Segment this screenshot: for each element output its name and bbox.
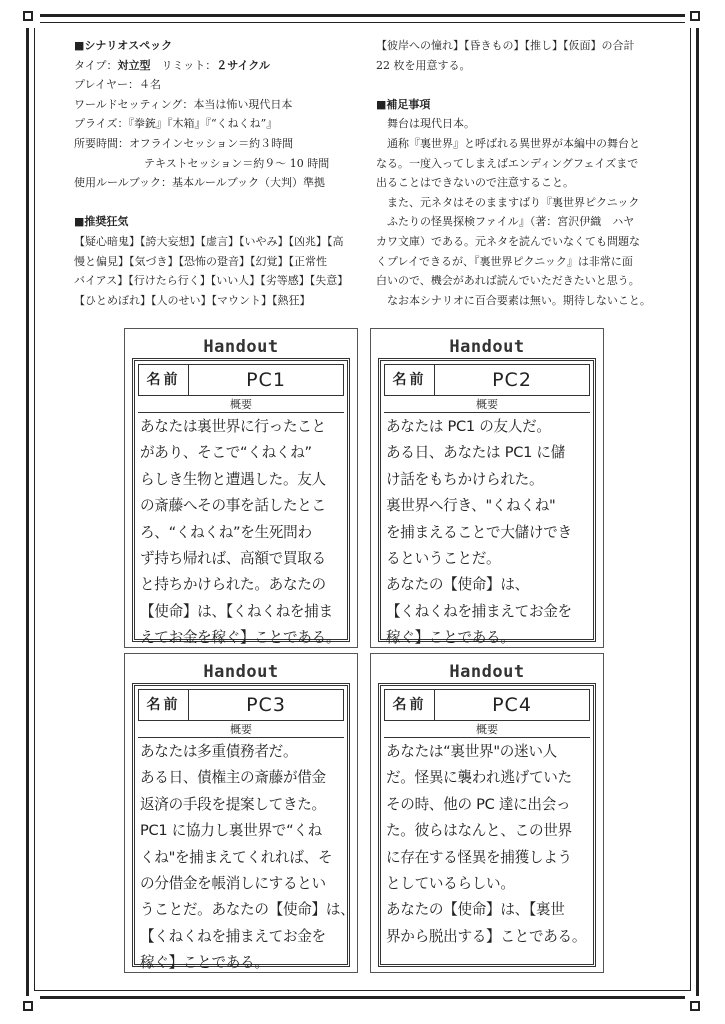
summary-line: だ。怪異に襲われ逃げていた (386, 769, 572, 787)
summary-line: け話をもちかけられた。 (386, 470, 544, 488)
corner-ornament (685, 6, 707, 28)
summary-line: ろ、“くねくね”を生死問わ (140, 523, 312, 541)
pc-name: PC1 (246, 369, 286, 391)
name-row (138, 689, 344, 721)
summary-line: た。彼らはなんと、この世界 (386, 822, 572, 840)
madness-line: 【ひとめぼれ】【人のせい】【マウント】【熱狂】 (74, 293, 311, 307)
summary-line: 返済の手段を提案してきた。 (140, 795, 326, 813)
name-label: 名前 (139, 690, 189, 720)
madness-cont-line: 【彼岸への憧れ】【昏きもの】【推し】【仮面】の合計 (376, 39, 635, 52)
name-row (138, 364, 344, 396)
summary-line: ある日、債権主の斎藤が借金 (140, 769, 326, 787)
spec-world: ワールドセッティング：本当は怖い現代日本 (74, 97, 293, 111)
spec-type (74, 56, 364, 76)
madness-line: 【疑心暗鬼】【誇大妄想】【虚言】【いやみ】【凶兆】【高 (74, 234, 344, 248)
name-label: 名前 (385, 365, 435, 395)
madness-line: 慢と偏見】【気づき】【恐怖の跫音】【幻覚】【正常性 (74, 254, 327, 268)
summary-line: あなたは裏世界に行ったこと (140, 418, 326, 435)
summary-line: 【使命】は、【くねくねを捕ま (140, 602, 333, 620)
spec-limit-label: リミット： (150, 58, 217, 72)
name-label: 名前 (385, 690, 435, 720)
summary-line: うことだ。あなたの【使命】は、 (140, 901, 355, 919)
notes-line: なる。一度入ってしまえばエンディングフェイズまで (376, 156, 639, 170)
summary-line: あなたの【使命】は、 (386, 576, 529, 594)
handout-card-pc4 (370, 653, 604, 973)
notes-line: 舞台は現代日本。 (387, 117, 475, 131)
handout-body (378, 358, 596, 647)
madness-heading: ■推奨狂気 (74, 215, 129, 229)
handout-title: Handout (203, 662, 279, 682)
pc-name: PC3 (246, 694, 286, 716)
spec-limit-value: ２サイクル (216, 58, 270, 72)
summary-label: 概要 (384, 397, 590, 413)
pc-name: PC4 (492, 694, 532, 716)
summary-line: るということだ。 (386, 550, 501, 568)
corner-ornament (685, 996, 707, 1018)
handout-title: Handout (449, 337, 525, 357)
summary-label: 概要 (138, 722, 344, 738)
spec-time-offline: 所要時間：オフラインセッション＝約３時間 (74, 136, 294, 150)
summary-line: あなたの【使命】は、【裏世 (386, 901, 565, 919)
summary-line: その時、他の PC 達に出会っ (386, 795, 571, 813)
name-row (384, 689, 590, 721)
summary-line: の分借金を帳消しにするとい (140, 875, 326, 893)
handout-card-pc2 (370, 328, 604, 648)
handout-body (132, 358, 350, 647)
madness-cont-line: 22 枚を用意する。 (376, 58, 471, 72)
handout-title: Handout (203, 337, 279, 357)
summary-line: あなたは PC1 の友人だ。 (386, 418, 551, 435)
summary-text (386, 414, 590, 652)
notes-line: カワ文庫）である。元ネタを読んでいなくても問題な (376, 234, 640, 248)
summary-line: と持ちかけられた。あなたの (140, 576, 326, 594)
pc-name: PC2 (492, 369, 532, 391)
madness-line: バイアス】【行けたら行く】【いい人】【劣等感】【失意】 (74, 274, 349, 288)
summary-label: 概要 (384, 722, 590, 738)
summary-line: を捕まえることで大儲けでき (386, 523, 572, 541)
spec-type-label: タイプ： (74, 58, 118, 72)
right-column (376, 36, 676, 310)
handout-card-pc1 (124, 328, 358, 648)
summary-line: あなたは多重債務者だ。 (140, 743, 298, 760)
notes-line: 白いので、機会があれば読んでいただきたいと思う。 (376, 274, 640, 288)
summary-line: ず持ち帰れば、高額で買取る (140, 550, 326, 568)
notes-line: 出ることはできないので注意すること。 (376, 176, 574, 190)
summary-text (386, 739, 590, 950)
summary-line: があり、そこで“くねくね” (140, 444, 312, 462)
notes-line: ふたりの怪異探検ファイル』（著：宮沢伊織 ハヤ (387, 215, 635, 229)
notes-line: また、元ネタはそのまますばり『裏世界ピクニック (387, 195, 640, 209)
summary-label: 概要 (138, 397, 344, 413)
summary-text (140, 414, 344, 652)
summary-line: 界から脱出する】ことである。 (386, 927, 587, 945)
summary-line: 裏世界へ行き、"くねくね" (386, 497, 556, 515)
spec-heading: ■シナリオスペック (74, 39, 173, 52)
summary-text (140, 739, 355, 977)
summary-line: ある日、あなたは PC1 に儲 (386, 444, 565, 462)
notes-line: 通称『裏世界』と呼ばれる異世界が本編中の舞台と (387, 136, 640, 150)
summary-line: の斎藤へその事を話したとこ (140, 497, 326, 515)
spec-rulebook: 使用ルールブック：基本ルールブック（大判）準拠 (74, 176, 326, 190)
summary-line: くね"を捕まえてくれれば、そ (140, 848, 333, 866)
summary-line: に存在する怪異を捕獲しよう (386, 848, 572, 866)
corner-ornament (18, 996, 40, 1018)
summary-line: PC1 に協力し裏世界で“くね (140, 822, 322, 840)
name-row (384, 364, 590, 396)
summary-line: 【くねくねを捕まえてお金を (140, 927, 326, 945)
spec-time-text: テキストセッション＝約９～ 10 時間 (144, 156, 330, 170)
summary-line: 稼ぐ】ことである。 (140, 954, 269, 972)
summary-line: えてお金を稼ぐ】ことである。 (140, 629, 341, 647)
spec-prizes: プライズ：『拳銃』『木箱』『“くねくね”』 (74, 117, 278, 131)
summary-line: としているらしい。 (386, 875, 515, 893)
handout-body (378, 683, 596, 967)
notes-line: なお本シナリオに百合要素は無い。期待しないこと。 (387, 293, 651, 307)
left-column (74, 36, 364, 310)
notes-heading: ■補足事項 (376, 97, 431, 111)
notes-line: くプレイできるが、『裏世界ピクニック』は非常に面 (376, 254, 633, 268)
summary-line: 稼ぐ】ことである。 (386, 629, 515, 647)
spec-type-value: 対立型 (117, 58, 151, 72)
summary-line: 【くねくねを捕まえてお金を (386, 602, 572, 620)
handout-title: Handout (449, 662, 525, 682)
spec-players: プレイヤー：４名 (74, 78, 162, 92)
handout-card-pc3 (124, 653, 358, 973)
corner-ornament (18, 6, 40, 28)
handout-body (132, 683, 355, 972)
name-label: 名前 (139, 365, 189, 395)
summary-line: あなたは“裏世界"の迷い人 (386, 743, 557, 760)
summary-line: らしき生物と遭遇した。友人 (140, 470, 326, 488)
